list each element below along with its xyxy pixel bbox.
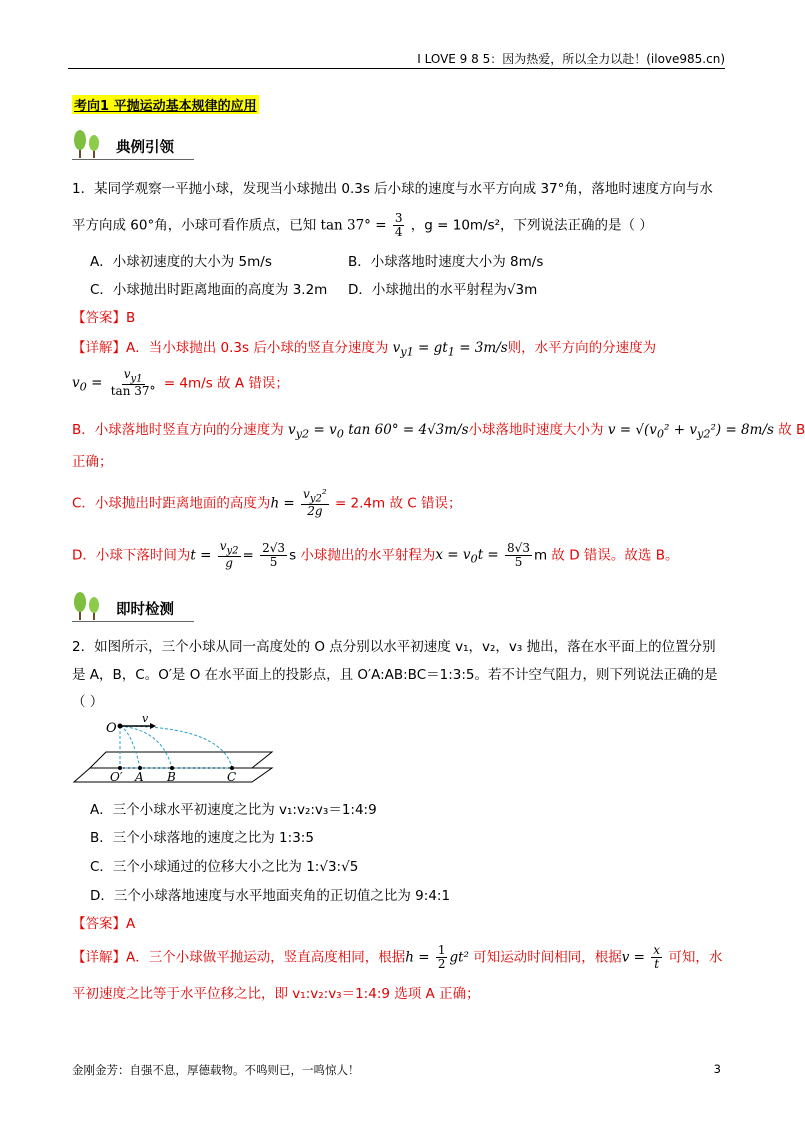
q1-line1: 1．某同学观察一平抛小球，发现当小球抛出 0.3s 后小球的速度与水平方向成 37°角，落地时速度方向与水 (72, 181, 713, 197)
q2-option-d: D．三个小球落地速度与水平地面夹角的正切值之比为 9:4:1 (90, 888, 451, 904)
page-header: I LOVE 9 8 5：因为热爱，所以全力以赴！(ilove985.cn) (417, 52, 725, 66)
svg-text:O: O (106, 721, 117, 736)
section-title-example: 典例引领 (116, 140, 174, 156)
q2-line3: （ ） (72, 694, 104, 710)
q1-detail-line6: D．小球下落时间为t = $\frac{v_{y2}}{g}$ = $\frac{2√3}{5}$ s 小球抛出的水平射程为$x = v_0t$ = $\frac{8√3}{5}$ m 故 D 错误。故选 B。 (72, 539, 679, 571)
section-underline (72, 621, 194, 622)
q1-fraction: $\frac{3}{4}$ (394, 211, 403, 240)
section-title-check: 即时检测 (116, 602, 174, 618)
svg-text:O′: O′ (110, 770, 123, 784)
q2-option-b: B．三个小球落地的速度之比为 1:3:5 (90, 830, 314, 846)
q1-g-text: ，g = 10m/s²，下列说法正确的是（ ） (410, 217, 653, 234)
q2-option-a: A．三个小球水平初速度之比为 v₁:v₂:v₃＝1:4:9 (90, 802, 377, 818)
q1-option-c: C．小球抛出时距离地面的高度为 3.2m (90, 282, 328, 298)
tree-icon (72, 588, 112, 622)
q2-line1: 2．如图所示，三个小球从同一高度处的 O 点分别以水平初速度 v₁，v₂，v₃ 抛出，落在水平面上的位置分别 (72, 639, 716, 655)
q1-detail-line3: B．小球落地时竖直方向的分速度为 $v_{y2} = v_0$ tan 60° = 4√3m/s小球落地时速度大小为 $v = √(v_0^2 + v_{y2}^2) = 8m/s$ 故 B (72, 422, 805, 441)
tree-icon (72, 126, 112, 160)
q1-detail-line4: 正确； (72, 454, 113, 470)
q1-line2-text: 平方向成 60°角，小球可看作质点，已知 (72, 217, 317, 234)
q1-option-a: A．小球初速度的大小为 5m/s (90, 254, 272, 270)
page-footer: 金刚金芳：自强不息，厚德载物。不鸣则已，一鸣惊人！ (72, 1063, 360, 1077)
q1-option-b: B．小球落地时速度大小为 8m/s (348, 254, 544, 270)
q1-detail-line2: $v_0$ = $\frac{v_{y1}}{\tan 37^\circ}$ = 4m/s 故 A 错误； (72, 367, 289, 399)
svg-text:A: A (135, 770, 144, 784)
q1-tan: tan 37° = (320, 217, 387, 234)
q1-detail-line5: C．小球抛出时距离地面的高度为h = $\frac{v_{y2}^2}{2g}$ = 2.4m 故 C 错误； (72, 487, 462, 519)
q2-detail-line1: 【详解】A．三个小球做平抛运动，竖直高度相同，根据h = $\frac{1}{2}$ gt² 可知运动时间相同，根据v = $\frac{x}{t}$ 可知，水 (72, 943, 723, 972)
q1-answer: 【答案】B (72, 310, 136, 326)
svg-text:B: B (167, 770, 176, 784)
q2-detail-line2: 平初速度之比等于水平位移之比，即 v₁:v₂:v₃＝1:4:9 选项 A 正确； (72, 986, 480, 1002)
q1-line2 (72, 212, 653, 239)
svg-text:C: C (227, 770, 237, 784)
topic-heading: 考向1 平抛运动基本规律的应用 (72, 95, 259, 114)
svg-text:v: v (142, 712, 149, 725)
q2-answer: 【答案】A (72, 916, 136, 932)
header-divider (68, 68, 725, 69)
page-number: 3 (713, 1062, 721, 1076)
section-underline (72, 159, 194, 160)
projectile-figure (72, 712, 282, 786)
q2-option-c: C．三个小球通过的位移大小之比为 1:√3:√5 (90, 859, 359, 875)
q1-detail-line1: 【详解】A．当小球抛出 0.3s 后小球的竖直分速度为 $v_{y1} = gt_1 = 3m/s$则，水平方向的分速度为 (72, 340, 657, 359)
q1-option-d: D．小球抛出的水平射程为√3m (348, 282, 538, 298)
q2-line2: 是 A，B，C。O′是 O 在水平面上的投影点，且 O′A:AB:BC＝1:3:5。若不计空气阻力，则下列说法正确的是 (72, 667, 718, 683)
